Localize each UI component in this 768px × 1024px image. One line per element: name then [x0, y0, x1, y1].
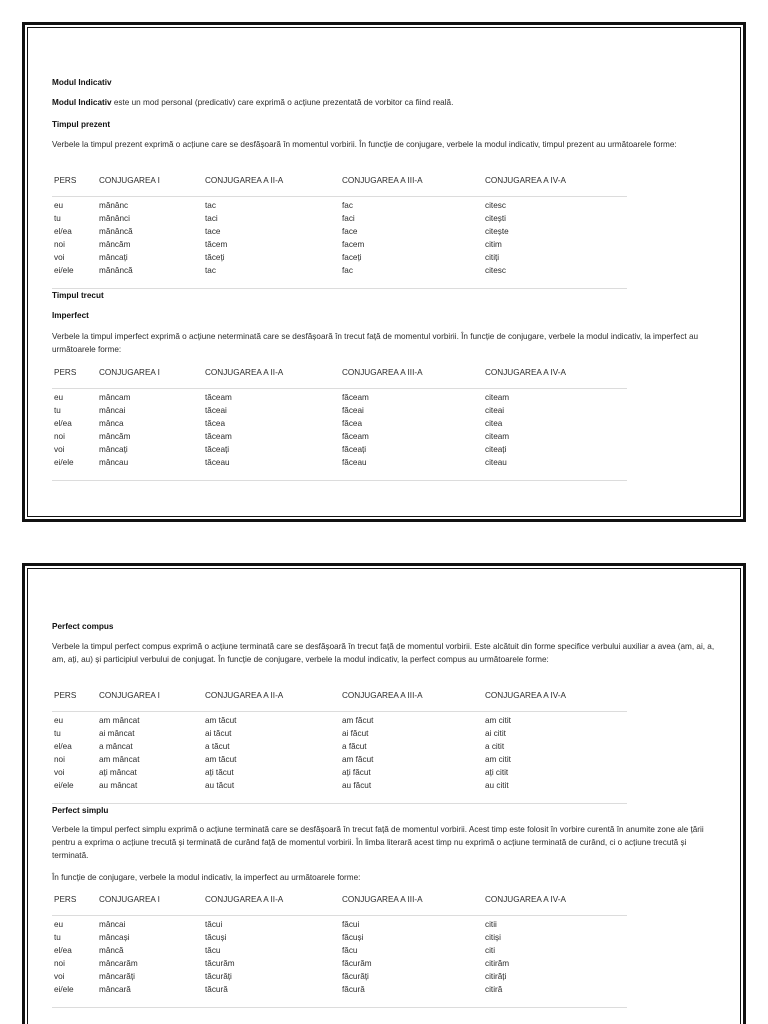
verb-form-cell: făcură [342, 985, 365, 994]
person-cell: voi [54, 445, 65, 454]
conjugation-table-prezent [52, 174, 627, 289]
intro-term: Modul Indicativ [52, 98, 112, 107]
verb-form-cell: au tăcut [205, 781, 235, 790]
verb-form-cell: ați tăcut [205, 768, 234, 777]
column-header: CONJUGAREA A III-A [342, 895, 423, 904]
imperfect-description: Verbele la timpul imperfect exprimă o acțiune neterminată care se desfășoară în trecut față de momentul vorbirii. În funcție de conjugare, verbele la modul indicativ, la imperfect au următoarele forme: [52, 332, 699, 354]
verb-form-cell: face [342, 227, 358, 236]
table-row [52, 753, 627, 766]
verb-form-cell: citeați [485, 445, 507, 454]
verb-form-cell: mănânci [99, 214, 130, 223]
table-row [52, 199, 627, 212]
person-cell: eu [54, 716, 64, 725]
verb-form-cell: mâncai [99, 920, 126, 929]
verb-form-cell: am citit [485, 755, 511, 764]
person-cell: voi [54, 253, 65, 262]
column-header: PERS [54, 176, 77, 185]
verb-form-cell: mâncați [99, 445, 128, 454]
verb-form-cell: mâncarăm [99, 959, 138, 968]
verb-form-cell: tăcurăți [205, 972, 232, 981]
conjugation-table-perfect-simplu [52, 893, 627, 1008]
verb-form-cell: citeam [485, 393, 510, 402]
table-header-row [52, 893, 627, 916]
verb-form-cell: făcurăm [342, 959, 372, 968]
verb-form-cell: mâncă [99, 946, 124, 955]
verb-form-cell: faceți [342, 253, 362, 262]
person-cell: voi [54, 972, 65, 981]
verb-form-cell: citeai [485, 406, 505, 415]
table-row [52, 779, 627, 792]
column-header: CONJUGAREA A IV-A [485, 368, 566, 377]
person-cell: ei/ele [54, 985, 74, 994]
table-row [52, 391, 627, 404]
verb-form-cell: făceai [342, 406, 364, 415]
verb-form-cell: citirăm [485, 959, 510, 968]
verb-form-cell: tăcură [205, 985, 228, 994]
verb-form-cell: citi [485, 946, 496, 955]
verb-form-cell: citii [485, 920, 497, 929]
table-body [52, 712, 627, 804]
table-row [52, 983, 627, 996]
verb-form-cell: tăcem [205, 240, 228, 249]
verb-form-cell: au făcut [342, 781, 372, 790]
table-row [52, 931, 627, 944]
table-row [52, 404, 627, 417]
heading-timpul-trecut: Timpul trecut [52, 291, 104, 300]
verb-form-cell: ați citit [485, 768, 509, 777]
verb-form-cell: am făcut [342, 755, 374, 764]
heading-modul-indicativ: Modul Indicativ [52, 78, 112, 87]
table-row [52, 727, 627, 740]
verb-form-cell: tăceați [205, 445, 230, 454]
perfect-compus-description: Verbele la timpul perfect compus exprimă o acțiune terminată care se desfășoară în trecut față de momentul vorbirii. Este alcătuit din forme specifice verbului auxiliar a avea (am, ai, a, am, ați, au) și participiul verbului de conjugat. În funcție de conjugare, verbele la modul indicativ, la perfect compus au următoarele forme: [52, 642, 715, 664]
verb-form-cell: mănâncă [99, 266, 133, 275]
column-header: PERS [54, 691, 77, 700]
verb-form-cell: tăcea [205, 419, 226, 428]
verb-form-cell: am tăcut [205, 755, 237, 764]
verb-form-cell: tăceam [205, 432, 232, 441]
verb-form-cell: tăcurăm [205, 959, 235, 968]
verb-form-cell: citeam [485, 432, 510, 441]
verb-form-cell: mâncași [99, 933, 130, 942]
table-row [52, 714, 627, 727]
conjugation-table-perfect-compus [52, 689, 627, 804]
verb-form-cell: tăceai [205, 406, 227, 415]
column-header: CONJUGAREA A III-A [342, 176, 423, 185]
verb-form-cell: tăcu [205, 946, 221, 955]
verb-form-cell: făcea [342, 419, 363, 428]
verb-form-cell: tac [205, 201, 216, 210]
verb-form-cell: mâncai [99, 406, 126, 415]
column-header: CONJUGAREA A II-A [205, 368, 284, 377]
column-header: CONJUGAREA A III-A [342, 691, 423, 700]
table-row [52, 264, 627, 277]
table-row [52, 443, 627, 456]
verb-form-cell: tăceam [205, 393, 232, 402]
verb-form-cell: ai făcut [342, 729, 369, 738]
verb-form-cell: tăceți [205, 253, 225, 262]
conjugation-table-imperfect [52, 366, 627, 481]
perfect-simplu-forms-intro: În funcție de conjugare, verbele la modul indicativ, la imperfect au următoarele forme: [52, 873, 361, 882]
table-row [52, 970, 627, 983]
verb-form-cell: citeau [485, 458, 507, 467]
verb-form-cell: mâncam [99, 393, 131, 402]
person-cell: voi [54, 768, 65, 777]
column-header: CONJUGAREA A IV-A [485, 691, 566, 700]
table-row [52, 225, 627, 238]
person-cell: noi [54, 959, 65, 968]
verb-form-cell: citiră [485, 985, 503, 994]
person-cell: eu [54, 393, 64, 402]
heading-imperfect: Imperfect [52, 311, 89, 320]
verb-form-cell: ați mâncat [99, 768, 137, 777]
verb-form-cell: mânca [99, 419, 124, 428]
verb-form-cell: a citit [485, 742, 505, 751]
verb-form-cell: a tăcut [205, 742, 230, 751]
heading-perfect-compus: Perfect compus [52, 622, 114, 631]
person-cell: tu [54, 214, 61, 223]
person-cell: el/ea [54, 227, 72, 236]
verb-form-cell: tăcui [205, 920, 223, 929]
person-cell: ei/ele [54, 458, 74, 467]
verb-form-cell: tac [205, 266, 216, 275]
verb-form-cell: mâncarăți [99, 972, 135, 981]
perfect-simplu-description: Verbele la timpul perfect simplu exprimă o acțiune terminată care se desfășoară în trecut față de momentul vorbirii. Acest timp este folosit în vorbire curentă în anumite zone ale țării pentru a exprima o acțiune trecută și terminată de curând față de momentul vorbirii. În limba literară acest timp nu exprimă o acțiune terminată de curând, ci o acțiune trecută și terminată. [52, 825, 704, 860]
verb-form-cell: au mâncat [99, 781, 138, 790]
column-header: CONJUGAREA A IV-A [485, 895, 566, 904]
person-cell: tu [54, 729, 61, 738]
verb-form-cell: mâncară [99, 985, 131, 994]
column-header: CONJUGAREA I [99, 691, 160, 700]
person-cell: eu [54, 920, 64, 929]
table-row [52, 944, 627, 957]
verb-form-cell: taci [205, 214, 218, 223]
table-row [52, 918, 627, 931]
verb-form-cell: făcui [342, 920, 360, 929]
verb-form-cell: făcurăți [342, 972, 369, 981]
column-header: CONJUGAREA I [99, 368, 160, 377]
table-row [52, 766, 627, 779]
verb-form-cell: ați făcut [342, 768, 371, 777]
verb-form-cell: făceam [342, 432, 369, 441]
verb-form-cell: mâncăm [99, 432, 131, 441]
verb-form-cell: citește [485, 227, 509, 236]
verb-form-cell: am citit [485, 716, 511, 725]
verb-form-cell: am făcut [342, 716, 374, 725]
person-cell: noi [54, 432, 65, 441]
heading-timpul-prezent: Timpul prezent [52, 120, 111, 129]
verb-form-cell: tăceau [205, 458, 230, 467]
column-header: CONJUGAREA A IV-A [485, 176, 566, 185]
verb-form-cell: mâncați [99, 253, 128, 262]
column-header: CONJUGAREA A III-A [342, 368, 423, 377]
table-body [52, 389, 627, 481]
column-header: PERS [54, 895, 77, 904]
verb-form-cell: fac [342, 266, 353, 275]
verb-form-cell: mănâncă [99, 227, 133, 236]
verb-form-cell: citea [485, 419, 503, 428]
verb-form-cell: tăcuși [205, 933, 227, 942]
verb-form-cell: am mâncat [99, 716, 140, 725]
person-cell: eu [54, 201, 64, 210]
verb-form-cell: făcu [342, 946, 358, 955]
table-header-row [52, 689, 627, 712]
verb-form-cell: ai mâncat [99, 729, 135, 738]
verb-form-cell: ai tăcut [205, 729, 232, 738]
person-cell: tu [54, 933, 61, 942]
prezent-description: Verbele la timpul prezent exprimă o acțiune care se desfășoară în momentul vorbirii. În funcție de conjugare, verbele la modul indicativ, timpul prezent au următoarele forme: [52, 140, 677, 149]
document-page-1 [22, 22, 746, 522]
person-cell: tu [54, 406, 61, 415]
table-row [52, 740, 627, 753]
verb-form-cell: mâncau [99, 458, 129, 467]
person-cell: ei/ele [54, 266, 74, 275]
verb-form-cell: citiți [485, 253, 500, 262]
verb-form-cell: citesc [485, 266, 506, 275]
verb-form-cell: am tăcut [205, 716, 237, 725]
person-cell: el/ea [54, 742, 72, 751]
table-row [52, 251, 627, 264]
verb-form-cell: faci [342, 214, 355, 223]
verb-form-cell: făcuși [342, 933, 364, 942]
intro-paragraph [52, 96, 718, 109]
verb-form-cell: ai citit [485, 729, 506, 738]
verb-form-cell: tace [205, 227, 221, 236]
column-header: CONJUGAREA I [99, 176, 160, 185]
verb-form-cell: citirăți [485, 972, 507, 981]
intro-definition: este un mod personal (predicativ) care exprimă o acțiune prezentată de vorbitor ca fiind reală. [111, 98, 454, 107]
person-cell: ei/ele [54, 781, 74, 790]
table-row [52, 456, 627, 469]
verb-form-cell: citim [485, 240, 502, 249]
verb-form-cell: mănânc [99, 201, 129, 210]
verb-form-cell: citesc [485, 201, 506, 210]
verb-form-cell: a făcut [342, 742, 367, 751]
table-header-row [52, 174, 627, 197]
table-row [52, 417, 627, 430]
verb-form-cell: citiși [485, 933, 501, 942]
column-header: CONJUGAREA I [99, 895, 160, 904]
table-header-row [52, 366, 627, 389]
person-cell: noi [54, 755, 65, 764]
person-cell: el/ea [54, 419, 72, 428]
verb-form-cell: citești [485, 214, 506, 223]
person-cell: el/ea [54, 946, 72, 955]
table-body [52, 916, 627, 1008]
table-body [52, 197, 627, 289]
verb-form-cell: fac [342, 201, 353, 210]
person-cell: noi [54, 240, 65, 249]
column-header: CONJUGAREA A II-A [205, 691, 284, 700]
table-row [52, 957, 627, 970]
verb-form-cell: făceau [342, 458, 367, 467]
verb-form-cell: facem [342, 240, 365, 249]
table-row [52, 430, 627, 443]
heading-perfect-simplu: Perfect simplu [52, 806, 109, 815]
column-header: CONJUGAREA A II-A [205, 895, 284, 904]
verb-form-cell: am mâncat [99, 755, 140, 764]
column-header: CONJUGAREA A II-A [205, 176, 284, 185]
verb-form-cell: făceați [342, 445, 367, 454]
table-row [52, 238, 627, 251]
verb-form-cell: a mâncat [99, 742, 133, 751]
column-header: PERS [54, 368, 77, 377]
verb-form-cell: făceam [342, 393, 369, 402]
verb-form-cell: mâncăm [99, 240, 131, 249]
document-page-2 [22, 563, 746, 1024]
verb-form-cell: au citit [485, 781, 509, 790]
table-row [52, 212, 627, 225]
